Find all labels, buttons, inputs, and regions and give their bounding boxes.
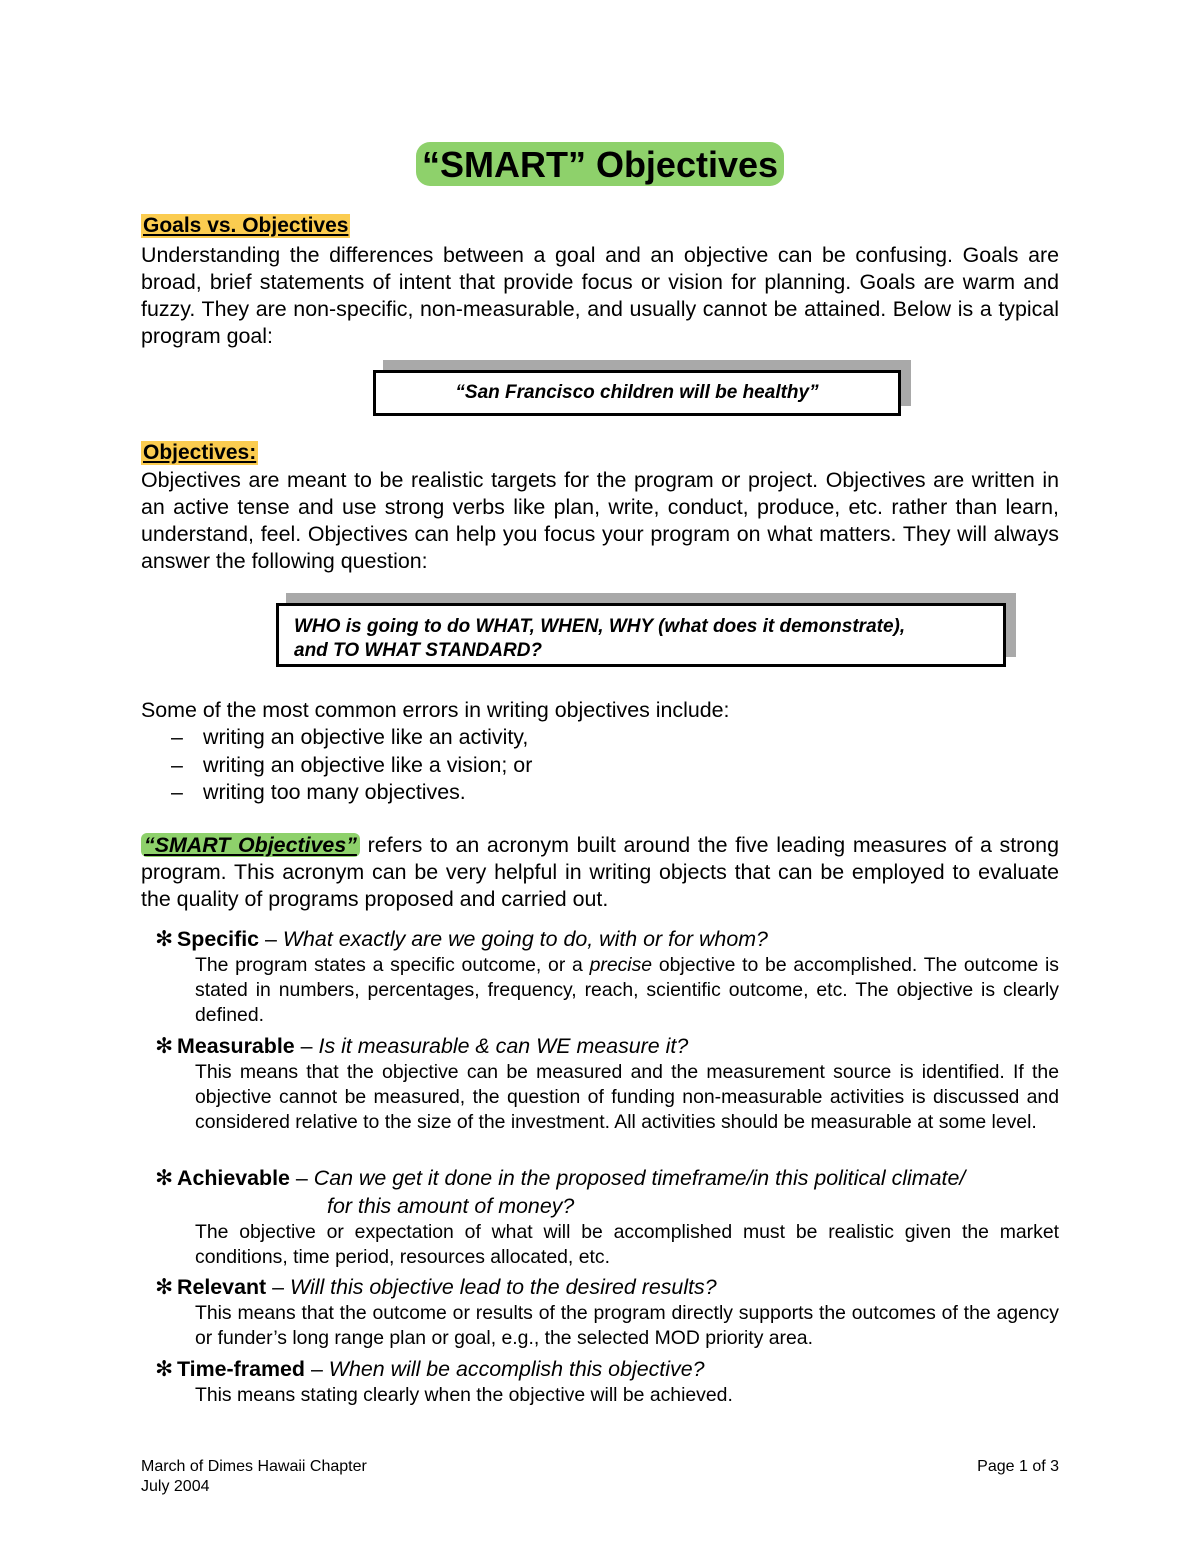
criterion-question: When will be accomplish this objective?: [328, 1357, 705, 1381]
footer-page-number: Page 1 of 3: [977, 1458, 1059, 1475]
example-goal-text: “San Francisco children will be healthy”: [455, 382, 819, 403]
criterion-name: Specific: [177, 927, 260, 951]
criterion-description: The objective or expectation of what will be accomplished must be realistic given the market conditions, time period, resources allocated, etc.: [195, 1221, 1059, 1268]
error-item-text: writing too many objectives.: [203, 780, 466, 804]
criterion-achievable: [141, 1164, 1059, 1270]
question-box: [276, 603, 1006, 667]
question-line-1: WHO is going to do WHAT, WHEN, WHY (what does it demonstrate),: [294, 616, 906, 637]
page-title: “SMART” Objectives: [416, 142, 784, 186]
criterion-name: Achievable: [177, 1166, 290, 1190]
title-container: [141, 142, 1059, 186]
dash-bullet: –: [171, 725, 183, 749]
desc-text: objective to be accomplished. The outcome is stated in numbers, percentages, frequency, reach, scientific outcome, etc. The objective is clearly defined.: [195, 954, 1059, 1026]
criterion-name: Relevant: [177, 1275, 267, 1299]
criterion-question-continued: for this amount of money?: [327, 1194, 575, 1218]
criterion-specific: [141, 925, 1059, 1028]
criterion-time-framed: [141, 1355, 1059, 1408]
objectives-heading: Objectives:: [143, 441, 257, 464]
errors-intro: Some of the most common errors in writing objectives include:: [141, 698, 730, 722]
smart-intro-text: refers to an acronym built around the five leading measures of a strong program. This acronym can be very helpful in writing objects that can be employed to evaluate the quality of programs proposed and carried out.: [141, 833, 1059, 911]
criterion-description: This means stating clearly when the objective will be achieved.: [195, 1384, 733, 1406]
smart-objectives-label: “SMART Objectives”: [141, 833, 360, 857]
asterisk-bullet-icon: ✻: [155, 1166, 173, 1190]
criterion-name: Time-framed: [177, 1357, 305, 1381]
criterion-question: What exactly are we going to do, with or for whom?: [282, 927, 768, 951]
criterion-dash: –: [259, 927, 283, 951]
error-item-text: writing an objective like a vision; or: [203, 753, 533, 777]
desc-text: The program states a specific outcome, or a: [195, 954, 590, 976]
error-item: [141, 752, 532, 779]
asterisk-bullet-icon: ✻: [155, 1275, 173, 1299]
example-goal-box: [373, 370, 901, 416]
asterisk-bullet-icon: ✻: [155, 1034, 173, 1058]
error-item-text: writing an objective like an activity,: [203, 725, 529, 749]
smart-intro-paragraph: [141, 832, 1059, 913]
criterion-description: [195, 953, 1059, 1028]
goals-heading: Goals vs. Objectives: [143, 214, 349, 237]
criterion-dash: –: [266, 1275, 290, 1299]
criterion-relevant: [141, 1273, 1059, 1351]
question-line-2: and TO WHAT STANDARD?: [294, 640, 543, 661]
dash-bullet: –: [171, 753, 183, 777]
desc-emphasis: precise: [589, 954, 653, 976]
criterion-name: Measurable: [177, 1034, 295, 1058]
objectives-paragraph: Objectives are meant to be realistic targets for the program or project. Objectives are written in an active tense and use strong verbs like plan, write, conduct, produce, etc. rather than learn, understand, feel. Objectives can help you focus your program on what matters. They will always answer the following question:: [141, 468, 1059, 573]
goals-paragraph: Understanding the differences between a goal and an objective can be confusing. Goals are broad, brief statements of intent that provide focus or vision for planning. Goals are warm and fuzzy. They are non-specific, non-measurable, and usually cannot be attained. Below is a typical program goal:: [141, 243, 1059, 348]
asterisk-bullet-icon: ✻: [155, 1357, 173, 1381]
criterion-dash: –: [294, 1034, 319, 1058]
dash-bullet: –: [171, 780, 183, 804]
error-item: [141, 779, 466, 806]
criterion-description: This means that the objective can be measured and the measurement source is identified. If the objective cannot be measured, the question of funding non-measurable activities is discussed and considered relative to the size of the investment. All activities should be measurable at some level.: [195, 1061, 1059, 1133]
criterion-dash: –: [289, 1166, 314, 1190]
footer-date: July 2004: [141, 1478, 210, 1495]
asterisk-bullet-icon: ✻: [155, 927, 173, 951]
footer-org: March of Dimes Hawaii Chapter: [141, 1458, 367, 1475]
criterion-description: This means that the outcome or results of the program directly supports the outcomes of the agency or funder’s long range plan or goal, e.g., the selected MOD priority area.: [195, 1302, 1059, 1349]
criterion-question: Can we get it done in the proposed timeframe/in this political climate/: [313, 1166, 966, 1190]
error-item: [141, 724, 528, 751]
criterion-dash: –: [305, 1357, 329, 1381]
criterion-measurable: [141, 1032, 1059, 1135]
criterion-question: Is it measurable & can WE measure it?: [318, 1034, 689, 1058]
criterion-question: Will this objective lead to the desired results?: [289, 1275, 717, 1299]
